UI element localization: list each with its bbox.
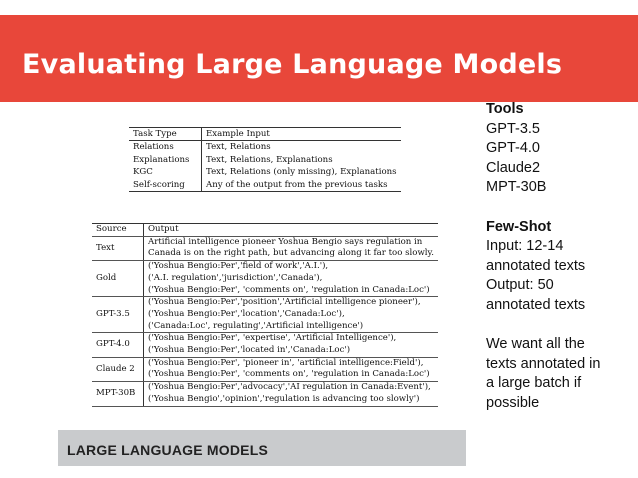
output-cell — [144, 357, 439, 381]
output-line: ('Yoshua Bengio:Per','location','Canada:Loc'), — [148, 308, 345, 319]
output-line: ('Canada:Loc', regulating','Artificial intelligence') — [148, 320, 364, 331]
fewshot-heading: Few-Shot — [486, 218, 552, 235]
table-cell: Any of the output from the previous tasks — [202, 179, 401, 192]
header-cell: Task Type — [129, 128, 202, 141]
source-cell: Text — [92, 236, 144, 260]
note-line: We want all the — [486, 336, 585, 352]
output-cell — [144, 297, 439, 333]
fewshot-line: Output: 50 — [486, 277, 554, 293]
table-row — [129, 141, 401, 154]
header-cell: Example Input — [202, 128, 401, 141]
table-row — [92, 297, 438, 333]
tool-item: GPT-4.0 — [486, 140, 540, 156]
output-cell — [144, 333, 439, 357]
table-cell: Explanations — [129, 154, 202, 166]
output-line: ('Yoshua Bengio:Per', 'comments on', 'regulation in Canada:Loc') — [148, 284, 430, 295]
tool-item: GPT-3.5 — [486, 120, 540, 137]
header-cell: Output — [144, 224, 439, 237]
table-row — [92, 333, 438, 357]
output-line: ('Yoshua Bengio','opinion','regulation is advancing too slowly') — [148, 393, 420, 404]
source-cell: GPT-4.0 — [92, 333, 144, 357]
source-cell: Gold — [92, 261, 144, 297]
table-header-row — [129, 128, 401, 141]
table-cell: KGC — [129, 166, 202, 178]
table-header-row — [92, 224, 438, 237]
output-line: ('Yoshua Bengio:Per', 'comments on', 'regulation in Canada:Loc') — [148, 369, 430, 380]
slide-title: Evaluating Large Language Models — [22, 49, 563, 80]
tool-item: Claude2 — [486, 159, 541, 176]
model-output-table — [92, 223, 438, 407]
tools-heading: Tools — [486, 101, 524, 117]
header-cell: Source — [92, 224, 144, 237]
table-row — [129, 179, 401, 192]
fewshot-line: annotated texts — [486, 257, 586, 274]
fewshot-line: annotated texts — [486, 296, 586, 313]
output-line: ('Yoshua Bengio:Per','field of work','A.I.'), — [148, 261, 329, 272]
footer-label: LARGE LANGUAGE MODELS — [67, 442, 268, 458]
table-cell: Text, Relations, Explanations — [206, 154, 333, 165]
note-line: a large batch if — [486, 375, 582, 391]
output-cell — [144, 236, 439, 260]
output-line: Artificial intelligence pioneer Yoshua Bengio says regulation in — [148, 236, 423, 247]
output-line: ('Yoshua Bengio:Per','position','Artificial intelligence pioneer'), — [148, 297, 421, 308]
table-row — [92, 357, 438, 381]
output-line: ('A.I. regulation','jurisdiction','Canada'), — [148, 272, 323, 283]
table-cell: Text, Relations (only missing), Explanations — [206, 167, 397, 178]
note-line: texts annotated in — [486, 355, 601, 372]
footer-bar — [58, 430, 466, 466]
source-cell: Claude 2 — [92, 357, 144, 381]
table-row — [92, 382, 438, 406]
table-cell: Self-scoring — [129, 179, 202, 192]
output-line: ('Yoshua Bengio:Per','located in','Canada:Loc') — [148, 345, 351, 356]
task-type-table — [129, 127, 401, 192]
table-cell: Relations — [129, 141, 202, 154]
sidebar-notes — [486, 100, 626, 413]
note-line: possible — [486, 394, 540, 411]
table-row — [129, 154, 401, 166]
output-cell — [144, 382, 439, 406]
output-line: ('Yoshua Bengio:Per', 'pioneer in', 'artificial intelligence:Field'), — [148, 357, 424, 368]
output-cell — [144, 261, 439, 297]
output-line: ('Yoshua Bengio:Per', 'expertise', 'Artificial Intelligence'), — [148, 333, 397, 344]
fewshot-line: Input: 12-14 — [486, 238, 564, 254]
tool-item: MPT-30B — [486, 179, 547, 195]
source-cell: MPT-30B — [92, 382, 144, 406]
source-cell: GPT-3.5 — [92, 297, 144, 333]
table-row — [92, 236, 438, 260]
table-row — [129, 166, 401, 178]
table-row — [92, 261, 438, 297]
output-line: ('Yoshua Bengio:Per','advocacy','AI regulation in Canada:Event'), — [148, 382, 431, 393]
table-cell: Text, Relations — [206, 142, 271, 153]
output-line: Canada is on the right path, but advancing along it far too slowly. — [148, 248, 434, 259]
